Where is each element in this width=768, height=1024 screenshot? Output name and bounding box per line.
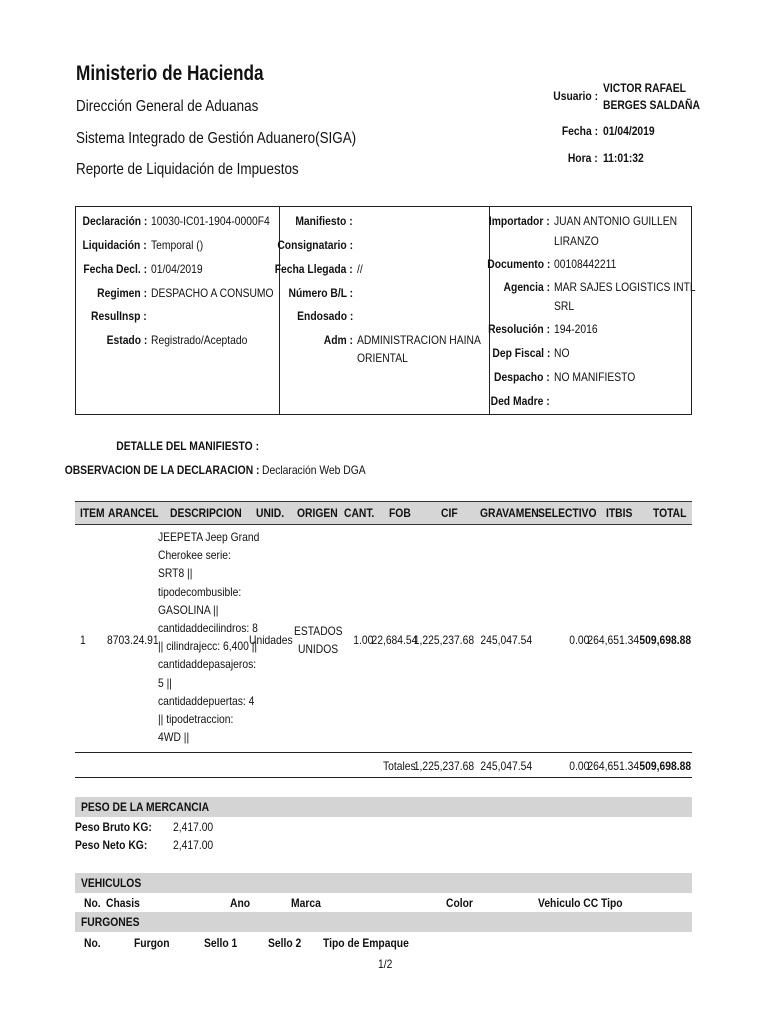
th-total: TOTAL [653, 506, 687, 520]
cell-cant: 1.00 [352, 633, 373, 647]
veh-col-chasis: Chasis [106, 896, 140, 910]
cell-gravamen: 245,047.54 [480, 633, 532, 647]
peso-bruto-label: Peso Bruto KG: [75, 820, 152, 834]
importador-value-line1: JUAN ANTONIO GUILLEN [554, 214, 678, 228]
peso-neto-value: 2,417.00 [173, 838, 214, 852]
th-descripcion: DESCRIPCION [170, 506, 242, 520]
documento-label: Documento : [486, 257, 550, 271]
furgones-section-title: FURGONES [81, 915, 140, 929]
cell-cif: 1,225,237.68 [413, 633, 474, 647]
adm-value-line1: ADMINISTRACION HAINA [357, 333, 481, 347]
th-origen: ORIGEN [297, 506, 338, 520]
th-unid: UNID. [256, 506, 285, 520]
estado-label: Estado : [106, 333, 147, 347]
th-selectivo: SELECTIVO [538, 506, 597, 520]
th-fob: FOB [389, 506, 411, 520]
veh-col-marca: Marca [291, 896, 321, 910]
resolucion-value: 194-2016 [554, 322, 598, 336]
fecha-value: 01/04/2019 [603, 124, 655, 138]
descripcion-line: 4WD || [158, 730, 190, 745]
veh-col-color: Color [446, 896, 473, 910]
usuario-value-line2: BERGES SALDAÑA [603, 98, 700, 112]
descripcion-line: || cilindrajecc: 6,400 || [158, 639, 258, 654]
cell-fob: 22,684.54 [371, 633, 417, 647]
hora-value: 11:01:32 [603, 151, 644, 165]
cell-origen-line2: UNIDOS [298, 642, 339, 656]
th-cif: CIF [441, 506, 458, 520]
peso-neto-label: Peso Neto KG: [75, 838, 148, 852]
th-itbis: ITBIS [606, 506, 633, 520]
cell-itbis: 264,651.34 [587, 633, 639, 647]
items-table-header-bar [75, 501, 692, 525]
estado-value: Registrado/Aceptado [151, 333, 248, 347]
importador-value-line2: LIRANZO [554, 234, 599, 248]
ded-madre-label: Ded Madre : [490, 394, 550, 408]
manifiesto-label: Manifiesto : [295, 214, 353, 228]
veh-col-ano: Ano [230, 896, 251, 910]
agencia-value-line2: SRL [554, 299, 575, 313]
furg-col-no: No. [84, 936, 101, 950]
hora-label: Hora : [568, 151, 598, 165]
agencia-value-line1: MAR SAJES LOGISTICS INTL [554, 280, 696, 294]
observacion-value: Declaración Web DGA [262, 463, 366, 477]
cell-selectivo: 0.00 [568, 633, 589, 647]
furg-col-tipo-empaque: Tipo de Empaque [323, 936, 409, 950]
regimen-value: DESPACHO A CONSUMO [151, 286, 274, 300]
th-gravamen: GRAVAMEN [480, 506, 539, 520]
furg-col-furgon: Furgon [134, 936, 170, 950]
veh-col-tipo: Tipo [601, 896, 623, 910]
declaracion-value: 10030-IC01-1904-0000F4 [151, 214, 270, 228]
agencia-label: Agencia : [503, 280, 550, 294]
descripcion-line: || tipodetraccion: [158, 711, 234, 726]
detalle-manifiesto-label: DETALLE DEL MANIFIESTO : [116, 439, 259, 453]
resulinsp-label: ResulInsp : [91, 309, 147, 323]
totales-label: Totales [383, 759, 416, 773]
documento-value: 00108442211 [554, 257, 617, 271]
th-cant: CANT. [344, 506, 375, 520]
th-arancel: ARANCEL [108, 506, 159, 520]
peso-bruto-value: 2,417.00 [173, 820, 214, 834]
veh-col-vehiculo-cc: Vehiculo CC [538, 896, 599, 910]
peso-section-title: PESO DE LA MERCANCIA [81, 800, 210, 814]
observacion-label: OBSERVACION DE LA DECLARACION : [64, 463, 259, 477]
th-item: ITEM [80, 506, 105, 520]
cell-arancel: 8703.24.91 [107, 633, 159, 647]
descripcion-line: SRT8 || [158, 566, 193, 581]
resolucion-label: Resolución : [488, 322, 550, 336]
fecha-decl-value: 01/04/2019 [151, 262, 203, 276]
descripcion-line: cantidaddepuertas: 4 [158, 693, 255, 708]
importador-label: Importador : [489, 214, 550, 228]
ministry-title: Ministerio de Hacienda [76, 62, 264, 85]
totales-itbis: 264,651.34 [587, 759, 639, 773]
descripcion-line: JEEPETA Jeep Grand [158, 530, 260, 544]
vehiculos-section-bar [75, 873, 692, 893]
furg-col-sello1: Sello 1 [204, 936, 238, 950]
fecha-llegada-value: // [357, 262, 363, 276]
numero-bl-label: Número B/L : [288, 286, 353, 300]
adm-value-line2: ORIENTAL [357, 351, 408, 365]
dep-fiscal-label: Dep Fiscal : [492, 346, 550, 360]
descripcion-line: GASOLINA || [158, 602, 219, 617]
box-divider-2 [489, 207, 490, 414]
liquidacion-label: Liquidación : [82, 238, 147, 252]
cell-unid: Unidades [249, 633, 293, 647]
fecha-decl-label: Fecha Decl. : [83, 262, 147, 276]
cell-total: 509,698.88 [639, 633, 691, 647]
vehiculos-section-title: VEHICULOS [81, 876, 142, 890]
header-line-aduanas: Dirección General de Aduanas [76, 98, 259, 115]
descripcion-line: tipodecombusible: [158, 584, 242, 599]
totales-total: 509,698.88 [639, 759, 691, 773]
liquidacion-value: Temporal () [151, 238, 204, 252]
adm-label: Adm : [323, 333, 353, 347]
furgones-section-bar [75, 912, 692, 932]
declaracion-label: Declaración : [82, 214, 147, 228]
consignatario-label: Consignatario : [277, 238, 353, 252]
fecha-llegada-label: Fecha Llegada : [274, 262, 353, 276]
descripcion-line: Cherokee serie: [158, 548, 231, 563]
totals-underline [75, 777, 692, 778]
cell-origen-line1: ESTADOS [294, 624, 343, 638]
header-line-reporte: Reporte de Liquidación de Impuestos [76, 161, 299, 178]
regimen-label: Regimen : [97, 286, 147, 300]
despacho-label: Despacho : [494, 370, 550, 384]
dep-fiscal-value: NO [554, 346, 570, 360]
totales-cif: 1,225,237.68 [413, 759, 474, 773]
usuario-value-line1: VICTOR RAFAEL [603, 81, 686, 95]
descripcion-line: cantidaddepasajeros: [158, 657, 257, 672]
header-line-siga: Sistema Integrado de Gestión Aduanero(SIGA) [76, 130, 357, 147]
page-number: 1/2 [378, 957, 393, 971]
furg-col-sello2: Sello 2 [268, 936, 302, 950]
usuario-label: Usuario : [553, 89, 598, 103]
fecha-label: Fecha : [561, 124, 598, 138]
veh-col-no: No. [84, 896, 101, 910]
totales-selectivo: 0.00 [568, 759, 589, 773]
row-separator [75, 752, 692, 753]
descripcion-line: 5 || [158, 675, 172, 690]
despacho-value: NO MANIFIESTO [554, 370, 636, 384]
endosado-label: Endosado : [296, 309, 353, 323]
cell-item: 1 [80, 633, 86, 647]
descripcion-line: cantidaddecilindros: 8 [158, 620, 258, 635]
totales-gravamen: 245,047.54 [480, 759, 532, 773]
